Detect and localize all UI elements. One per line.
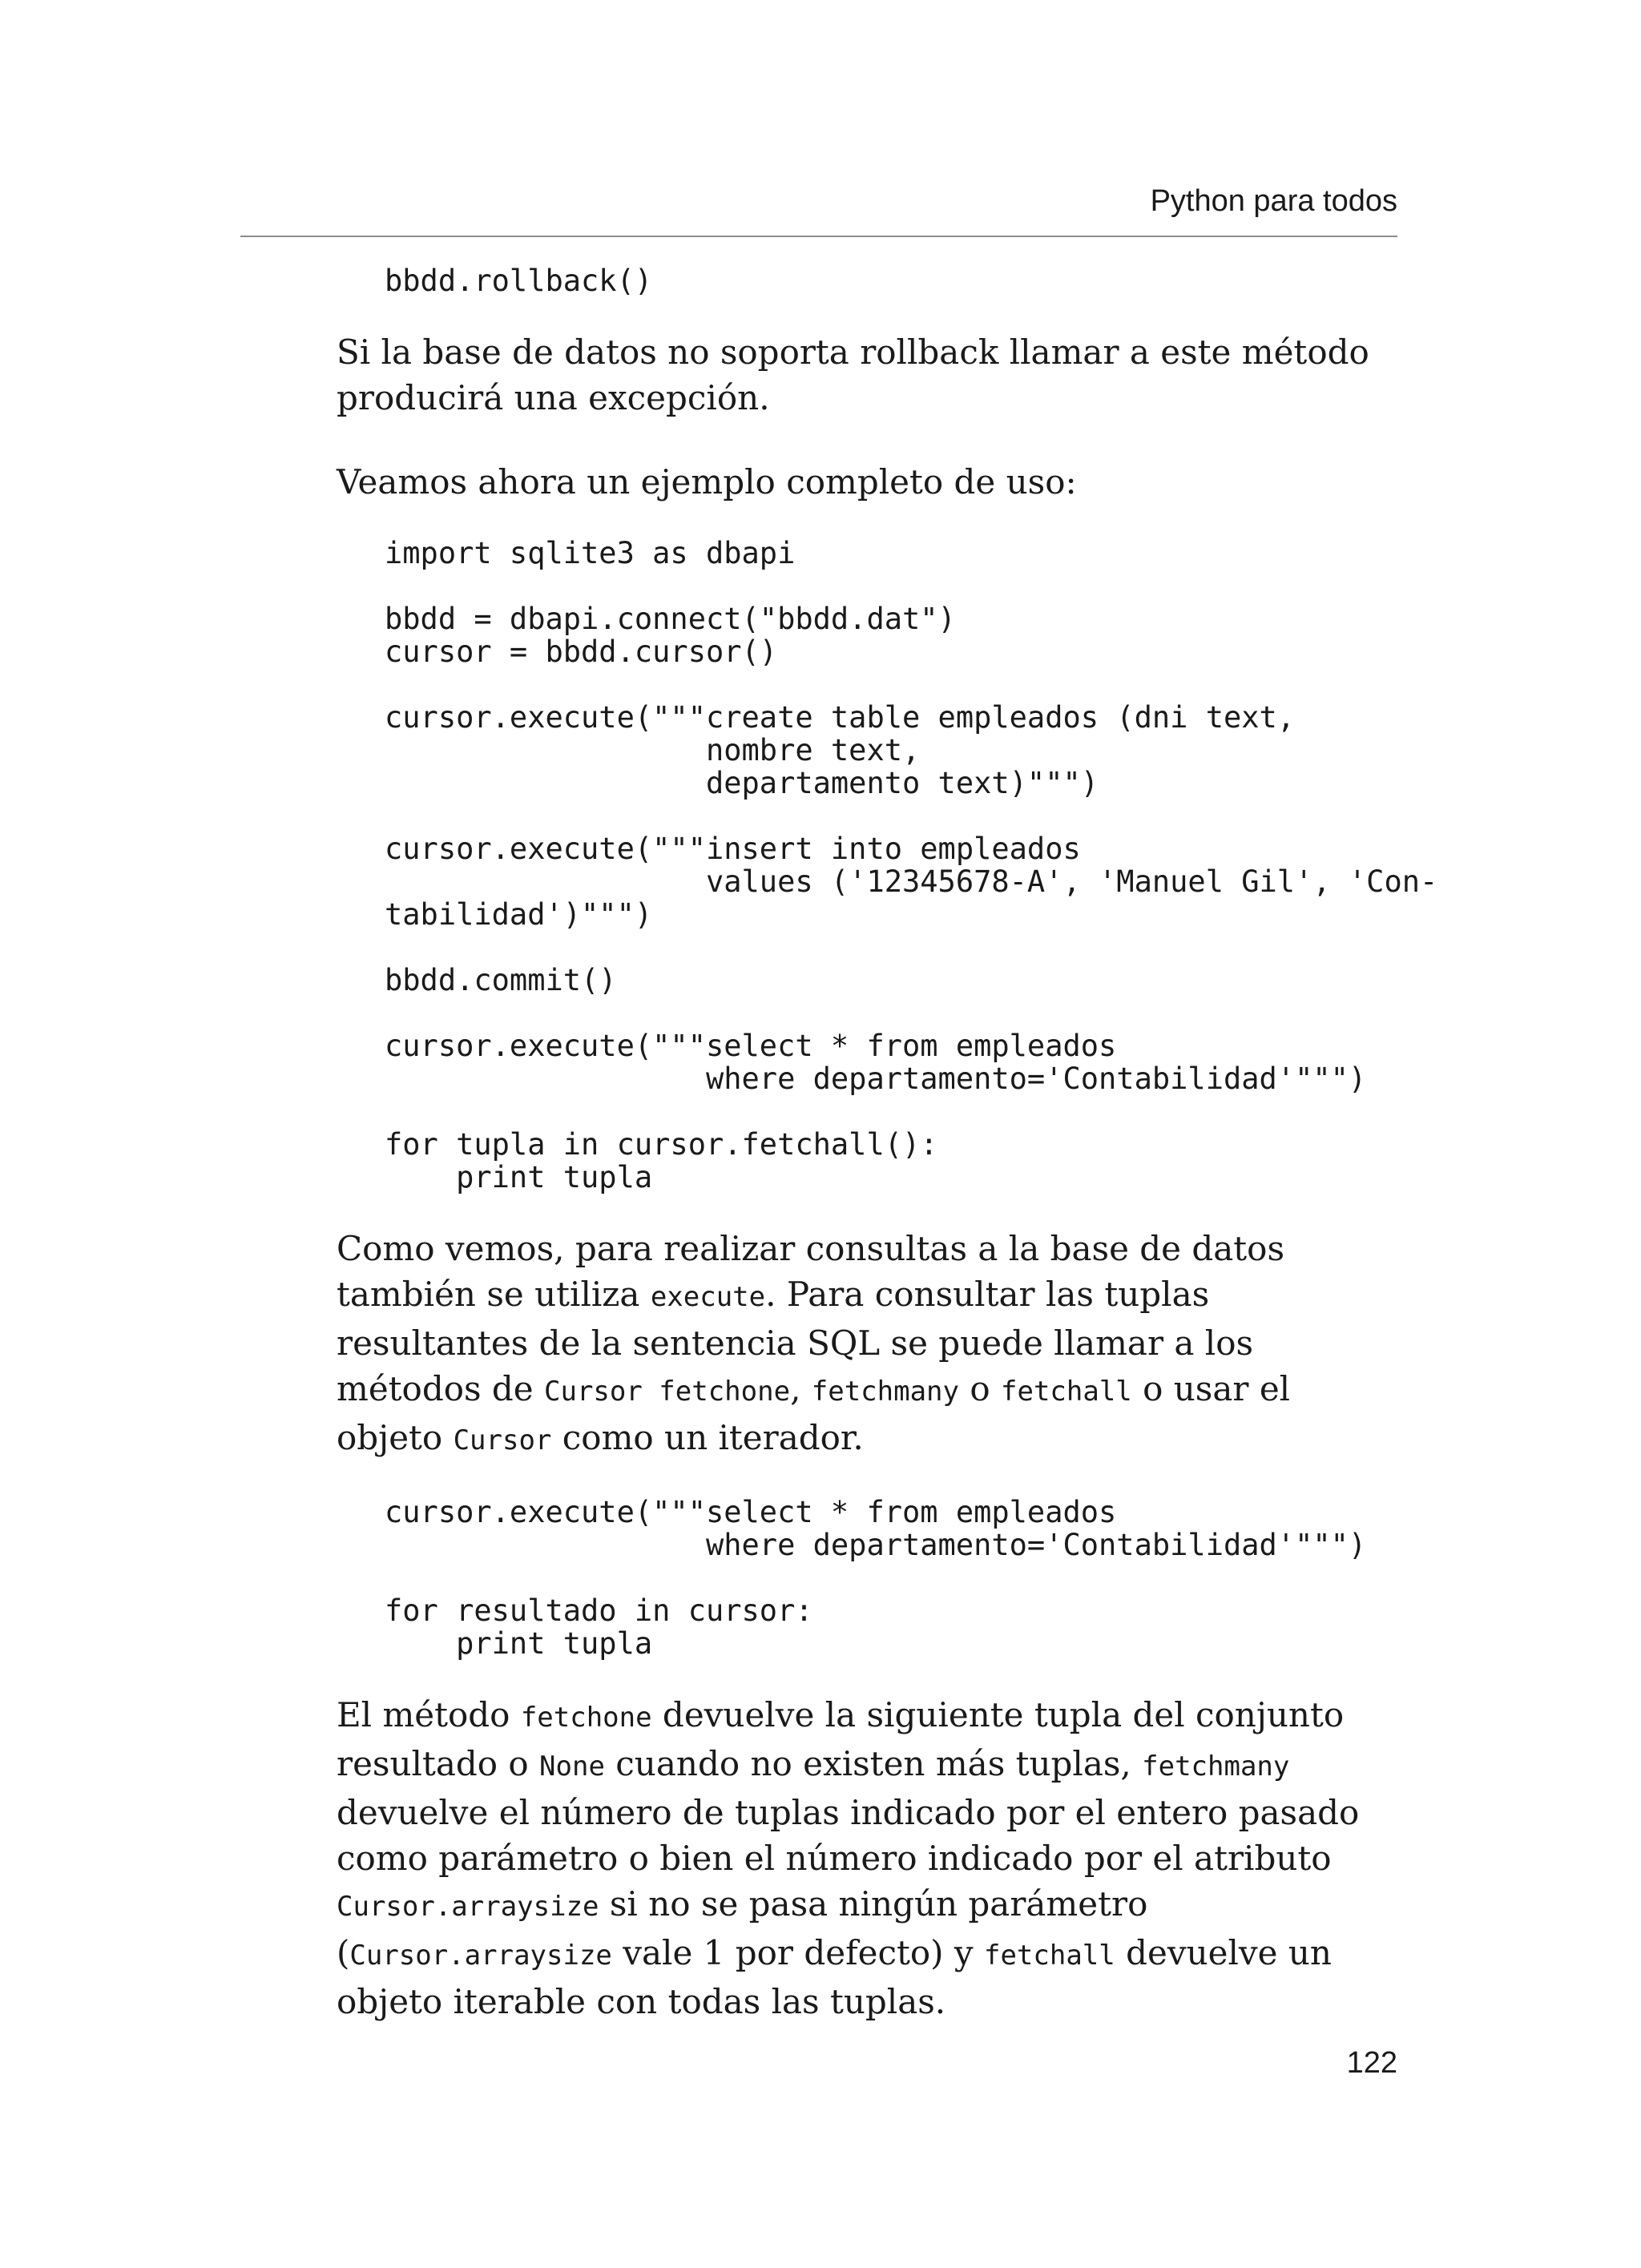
header-rule: [240, 236, 1397, 237]
inline-code: execute: [650, 1281, 766, 1313]
text-run: devuelve el número de tuplas indicado por el entero pasado como parámetro o bien el número indicado por el atributo: [337, 1793, 1360, 1878]
text-run: cuando no existen más tuplas,: [604, 1744, 1143, 1783]
text-run: ,: [790, 1369, 812, 1408]
inline-code: fetchall: [983, 1940, 1115, 1972]
inline-code: Cursor: [453, 1424, 552, 1456]
text-run: devuelve la siguiente tupla del conjunto resultado o: [337, 1695, 1345, 1783]
text-run: devuelve un objeto iterable con todas las tuplas.: [337, 1933, 1332, 2021]
text-run: . Para consultar las tuplas resultantes de la sentencia SQL se puede llamar a los métodos de: [337, 1275, 1254, 1408]
inline-code: fetchmany: [1142, 1750, 1290, 1783]
text-run: Como vemos, para realizar consultas a la base de datos también se utiliza: [337, 1229, 1285, 1314]
paragraph-rollback: Si la base de datos no soporta rollback llamar a este método producirá una excepción.: [337, 332, 1369, 417]
page-content: [337, 264, 1438, 2024]
inline-code: Cursor.arraysize: [349, 1940, 612, 1972]
code-block-rollback: bbdd.rollback(): [385, 264, 653, 298]
text-run: El método: [337, 1695, 521, 1734]
paragraph-queries: [337, 1226, 1397, 1464]
text-run: como un iterador.: [551, 1418, 864, 1457]
code-block-iterator: cursor.execute("""select * from empleados where departamento='Contabilidad'""") for resultado in cursor: print tupla: [385, 1495, 1367, 1661]
page-number: 122: [1346, 2046, 1397, 2080]
text-run: si no se pasa ningún parámetro (: [337, 1884, 1148, 1972]
paragraph-example-intro: Veamos ahora un ejemplo completo de uso:: [337, 462, 1077, 502]
inline-code: Cursor fetchone: [544, 1376, 791, 1408]
inline-code: None: [539, 1750, 605, 1783]
text-run: o usar el objeto: [337, 1369, 1291, 1457]
inline-code: Cursor.arraysize: [337, 1891, 599, 1923]
inline-code: fetchall: [1001, 1376, 1132, 1408]
code-block-example: import sqlite3 as dbapi bbdd = dbapi.connect("bbdd.dat") cursor = bbdd.cursor() cursor.execute("""create table empleados (dni text, nombre text, departamento text)""") cursor.execute("""insert into empleados values ('12345678-A', 'Manuel Gil', 'Con- tabilidad')""") bbdd.commit() cursor.execute("""select * from empleados where departamento='Contabilidad'""") for tupla in cursor.fetchall(): print tupla: [385, 536, 1438, 1194]
inline-code: fetchmany: [811, 1376, 959, 1408]
running-head: Python para todos: [1150, 184, 1397, 218]
text-run: o: [959, 1369, 1001, 1408]
text-run: vale 1 por defecto) y: [611, 1933, 984, 1972]
inline-code: fetchone: [520, 1702, 652, 1734]
paragraph-fetch-methods: [337, 1692, 1397, 2024]
